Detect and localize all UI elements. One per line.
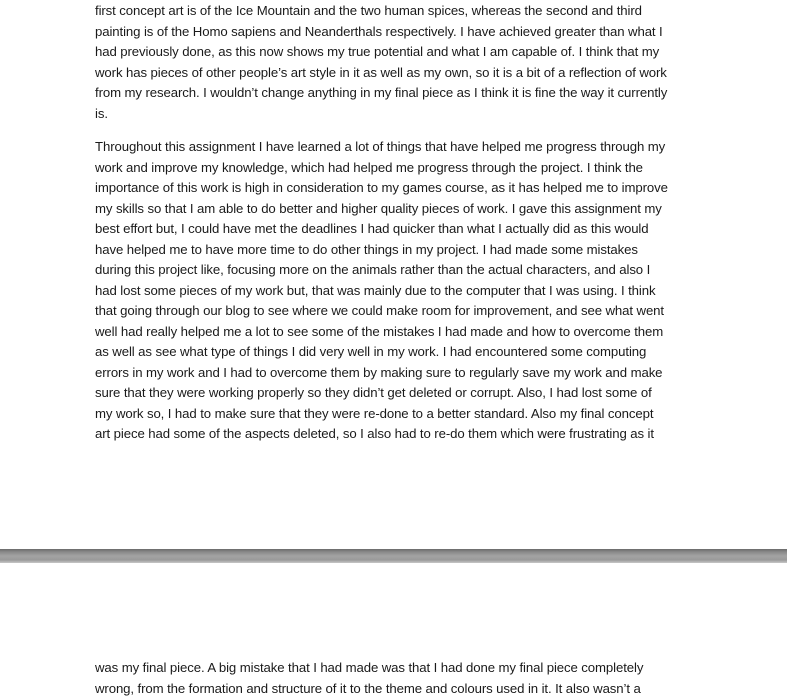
text-line: was my final piece. A big mistake that I had made was that I had done my final piece completely <box>95 660 644 675</box>
text-line: my skills so that I am able to do better and higher quality pieces of work. I gave this assignment my <box>95 200 662 216</box>
text-line: well had really helped me a lot to see some of the mistakes I had made and how to overcome them <box>95 323 664 339</box>
text-line: Throughout this assignment I have learned a lot of things that have helped me progress through my <box>95 139 666 154</box>
text-line: work and improve my knowledge, which had helped me progress through the project. I think the <box>95 159 643 175</box>
text-line: is. <box>95 105 108 121</box>
text-line: from my research. I wouldn’t change anything in my final piece as I think it is fine the way it currently <box>95 85 668 100</box>
text-line: art piece had some of the aspects deleted, so I also had to re-do them which were frustrating as it <box>95 426 654 441</box>
text-line: during this project like, focusing more on the animals rather than the actual characters, and also I <box>95 262 651 277</box>
text-line: have helped me to have more time to do other things in my project. I had made some mistakes <box>95 241 638 257</box>
text-line: painting is of the Homo sapiens and Neanderthals respectively. I have achieved greater than what I <box>95 23 663 39</box>
text-line: best effort but, I could have met the deadlines I had quicker than what I actually did as this would <box>95 221 649 236</box>
text-line: errors in my work and I had to overcome them by making sure to regularly save my work and make <box>95 364 663 380</box>
text-line: wrong, from the formation and structure of it to the theme and colours used in it. It also wasn’t a <box>95 680 641 696</box>
text-line: first concept art is of the Ice Mountain and the two human spices, whereas the second and third <box>95 3 642 18</box>
paragraph-assignment-learning <box>95 137 705 445</box>
text-line: sure that they were working properly so they didn’t get deleted or corrupt. Also, I had lost some of <box>95 385 652 400</box>
text-line: that going through our blog to see where we could make room for improvement, and see what went <box>95 303 664 318</box>
text-line: importance of this work is high in consideration to my games course, as it has helped me to improve <box>95 180 668 195</box>
paragraph-final-piece-mistake <box>95 658 705 699</box>
paragraph-reflection-final-piece <box>95 1 705 124</box>
text-line: had previously done, as this now shows my true potential and what I am capable of. I think that my <box>95 44 660 59</box>
text-line: work has pieces of other people’s art style in it as well as my own, so it is a bit of a reflection of work <box>95 64 667 80</box>
text-line: my work so, I had to make sure that they were re-done to a better standard. Also my final concept <box>95 405 654 421</box>
page-separator <box>0 549 787 563</box>
text-line: as well as see what type of things I did very well in my work. I had encountered some computing <box>95 344 647 359</box>
text-line: had lost some pieces of my work but, that was mainly due to the computer that I was using. I think <box>95 282 656 298</box>
